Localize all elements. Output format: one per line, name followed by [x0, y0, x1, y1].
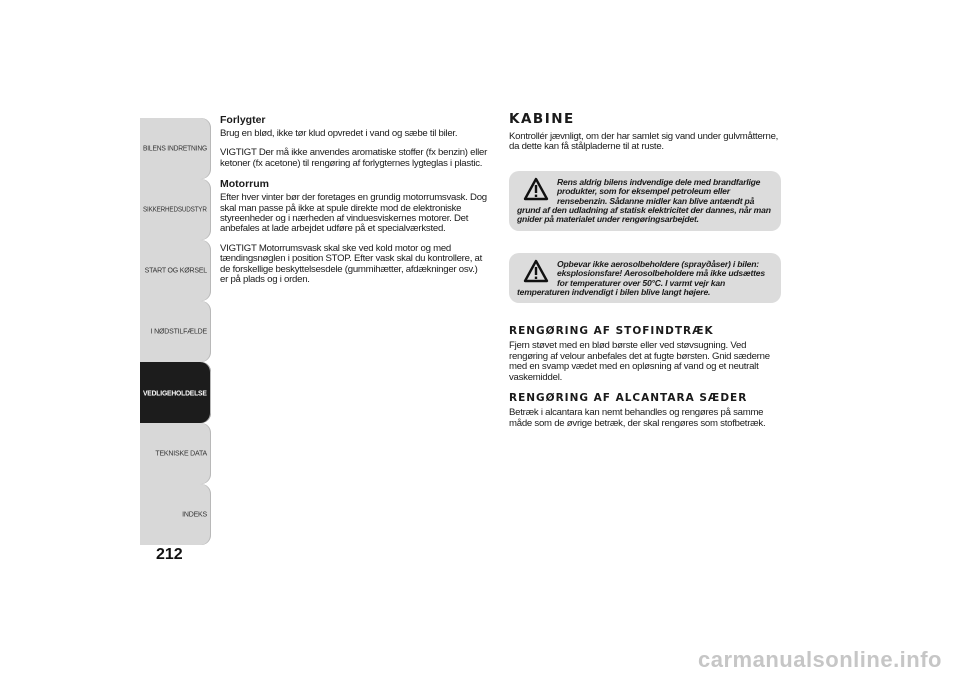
heading-kabine: KABINE	[509, 111, 575, 127]
paragraph: Brug en blød, ikke tør klud opvredet i vand og sæbe til biler.	[220, 128, 458, 139]
section-title-forlygter: Forlygter	[220, 114, 266, 126]
right-column	[509, 111, 781, 438]
page-number: 212	[156, 546, 183, 563]
heading-rengoring-stofindtraek: RENGØRING AF STOFINDTRÆK	[509, 325, 714, 338]
warning-triangle-icon	[523, 259, 549, 283]
paragraph: Betræk i alcantara kan nemt behandles og rengøres på samme måde som de øvrige betræk, der skal rengøres som stofbetræk.	[509, 407, 766, 429]
tab-sikkerhedsudstyr[interactable]	[140, 179, 211, 240]
tab-label: START OG KØRSEL	[144, 267, 207, 274]
paragraph: Kontrollér jævnligt, om der har samlet sig vand under gulvmåtterne, da dette kan få stålpladerne til at ruste.	[509, 131, 779, 153]
tab-label: TEKNISKE DATA	[155, 450, 207, 457]
tab-label: BILENS INDRETNING	[143, 145, 207, 152]
tab-i-nodstilfaelde[interactable]	[140, 301, 211, 362]
tab-label: INDEKS	[182, 511, 207, 518]
tab-label: SIKKERHEDSUDSTYR	[143, 206, 207, 213]
tab-start-og-korsel[interactable]	[140, 240, 211, 301]
paragraph: Fjern støvet med en blød børste eller ved støvsugning. Ved rengøring af velour anbefales det at fugte børsten. Gnid sæderne med en svamp vædet med en opløsning af vand og et neutralt vaskemiddel.	[509, 340, 770, 383]
tab-bilens-indretning[interactable]	[140, 118, 211, 179]
left-column	[220, 114, 488, 294]
tab-label: I NØDSTILFÆLDE	[150, 328, 207, 335]
warning-rest: grund af den udladning af statisk elektricitet der dannes, når man gnider på materialet under rengøringsarbejdet.	[517, 205, 771, 225]
tab-tekniske-data[interactable]	[140, 423, 211, 484]
warning-box	[509, 253, 781, 304]
tab-vedligeholdelse[interactable]	[140, 362, 211, 423]
warning-box	[509, 171, 781, 231]
warning-lead: Opbevar ikke aerosolbeholdere (sprayдåser) i bilen: eksplosionsfare! Aerosolbeholdere må ikke udsættes for temperaturer over 50°C. I varmt vejr kan	[557, 258, 765, 288]
warning-triangle-icon	[523, 177, 549, 201]
paragraph: Efter hver vinter bør der foretages en grundig motorrumsvask. Dog skal man passe på ikke at spule direkte mod de elektroniske styreenheder og i nærheden af vinduesviskernes motorer. Det anbefales at lade arbejdet udføre på et specialværksted.	[220, 192, 487, 235]
warning-text	[517, 260, 773, 298]
tab-label: VEDLIGEHOLDELSE	[143, 388, 207, 397]
paragraph: VIGTIGT Motorrumsvask skal ske ved kold motor og med tændingsnøglen i position STOP. Efter vask skal du kontrollere, at de forskellige beskyttelsesdele (gummihætter, afdækninger osv.) er på plads og i orden.	[220, 242, 483, 286]
warning-rest: temperaturen indvendigt i bilen blive langt højere.	[517, 287, 711, 298]
tab-indeks[interactable]	[140, 484, 211, 545]
section-title-motorrum: Motorrum	[220, 178, 269, 191]
watermark: carmanualsonline.info	[698, 647, 942, 672]
warning-lead: Rens aldrig bilens indvendige dele med brandfarlige produkter, som for eksempel petroleum eller rensebenzin. Sådanne midler kan blive antændt på	[557, 176, 761, 206]
heading-rengoring-alcantara: RENGØRING AF ALCANTARA SÆDER	[509, 392, 748, 405]
paragraph: VIGTIGT Der må ikke anvendes aromatiske stoffer (fx benzin) eller ketoner (fx acetone) til rengøring af forlygternes lygteglas i plastic.	[220, 147, 488, 169]
warning-text	[517, 178, 773, 225]
